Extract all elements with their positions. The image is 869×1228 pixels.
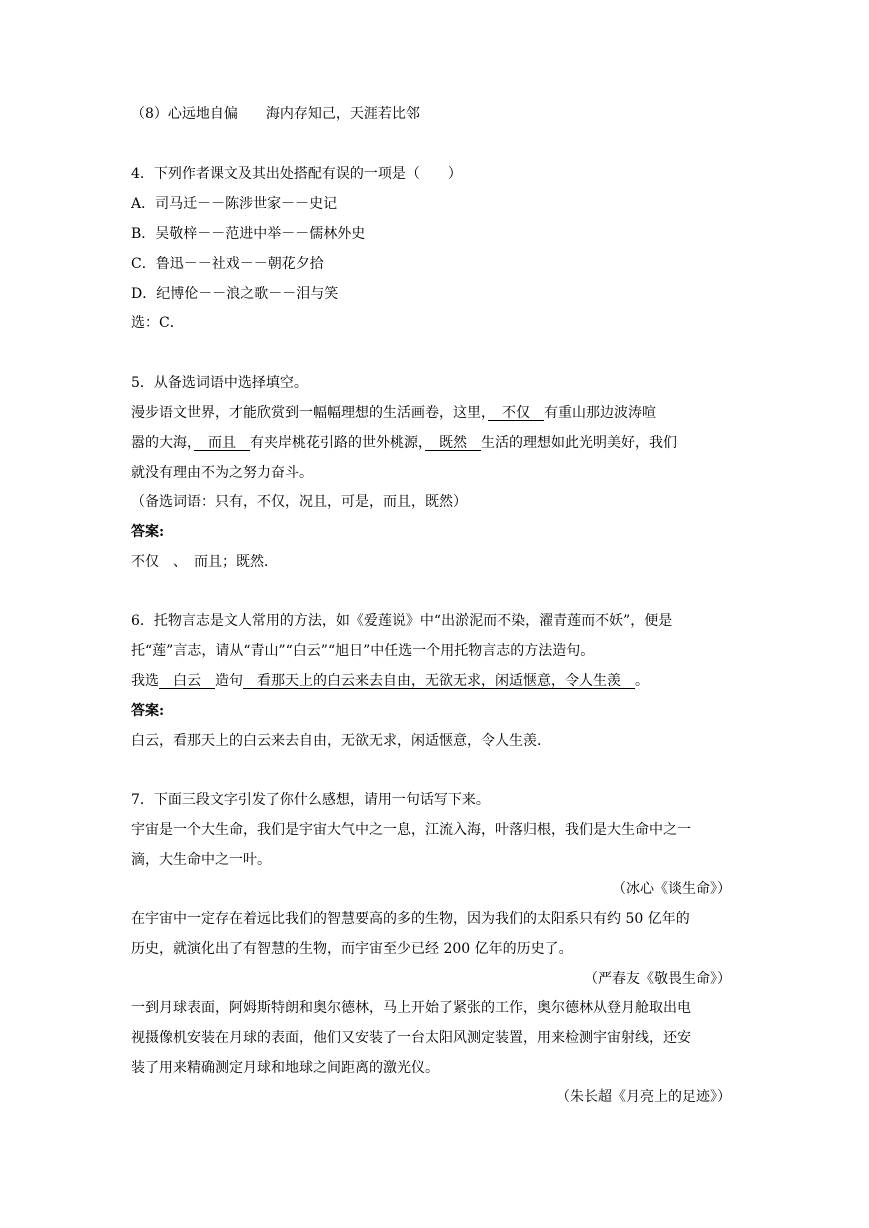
q7-source-1: （冰心《谈生命》） — [612, 881, 731, 897]
q5-text-1b: 有重山那边波涛喧 — [544, 405, 656, 421]
q7-passage2-line-1: 在宇宙中一定存在着远比我们的智慧要高的多的生物，因为我们的太阳系只有约 50 亿年的 — [131, 911, 690, 927]
q5-stem: 5．从备选词语中选择填空。 — [131, 375, 308, 391]
q4-stem: 4．下列作者课文及其出处搭配有误的一项是（ ） — [131, 166, 462, 182]
q4-option-a: A．司马迁－－陈涉世家－－史记 — [131, 196, 338, 212]
q5-options: （备选词语：只有，不仅，况且，可是，而且，既然） — [131, 494, 467, 510]
q3-item8: （8）心远地自偏 海内存知己，天涯若比邻 — [131, 106, 420, 122]
q6-answer-text: 白云，看那天上的白云来去自由，无欲无求，闲适惬意，令人生羡． — [131, 733, 551, 749]
q4-option-d: D．纪博伦－－浪之歌－－泪与笑 — [131, 286, 339, 302]
q6-stem-line-2: 托“莲”言志，请从“青山”“白云”“旭日”中任选一个用托物言志的方法造句。 — [131, 643, 595, 659]
q6-blank-1: 白云 — [159, 673, 215, 689]
q5-paragraph-line-2 — [131, 433, 677, 453]
q7-passage1-line-2: 滴，大生命中之一叶。 — [131, 852, 271, 868]
q5-paragraph-line-3: 就没有理由不为之努力奋斗。 — [131, 465, 313, 481]
q5-text-2c: 生活的理想如此光明美好，我们 — [481, 435, 677, 451]
q5-text-2b: 有夹岸桃花引路的世外桃源， — [250, 435, 425, 451]
q6-blank-2: 看那天上的白云来去自由，无欲无求，闲适惬意，令人生羡 — [243, 673, 635, 689]
q5-paragraph-line-1 — [131, 403, 656, 423]
q5-blank-3: 既然 — [425, 435, 481, 451]
q5-blank-1: 不仅 — [488, 405, 544, 421]
q5-text-2a: 嚣的大海， — [131, 435, 194, 451]
q7-passage2-line-2: 历史，就演化出了有智慧的生物，而宇宙至少已经 200 亿年的历史了。 — [131, 941, 573, 957]
q7-passage3-line-1: 一到月球表面，阿姆斯特朗和奥尔德林，马上开始了紧张的工作，奥尔德林从登月舱取出电 — [131, 1000, 691, 1016]
q7-source-3: （朱长超《月亮上的足迹》） — [556, 1089, 731, 1105]
q6-answer-label: 答案: — [131, 703, 165, 719]
q5-text-1a: 漫步语文世界，才能欣赏到一幅幅理想的生活画卷，这里， — [131, 405, 488, 421]
q4-answer: 选：C． — [131, 315, 184, 331]
q7-source-2: （严春友《敬畏生命》） — [584, 971, 731, 987]
q7-passage3-line-3: 装了用来精确测定月球和地球之间距离的激光仪。 — [131, 1060, 439, 1076]
q4-option-c: C．鲁迅－－社戏－－朝花夕拾 — [131, 256, 324, 272]
q7-passage1-line-1: 宇宙是一个大生命，我们是宇宙大气中之一息，江流入海，叶落归根，我们是大生命中之一 — [131, 822, 691, 838]
q5-answer-text: 不仅 、 而且；既然． — [131, 554, 278, 570]
q5-blank-2: 而且 — [194, 435, 250, 451]
q6-fill-line — [131, 671, 649, 691]
q5-answer-label: 答案: — [131, 524, 165, 540]
q7-stem: 7．下面三段文字引发了你什么感想，请用一句话写下来。 — [131, 792, 490, 808]
q6-fill-text-a: 我选 — [131, 673, 159, 689]
q6-fill-text-b: 造句 — [215, 673, 243, 689]
q6-stem-line-1: 6．托物言志是文人常用的方法，如《爱莲说》中“出淤泥而不染，濯青莲而不妖”，便是 — [131, 613, 673, 629]
q4-option-b: B．吴敬梓－－范进中举－－儒林外史 — [131, 226, 366, 242]
q7-passage3-line-2: 视摄像机安装在月球的表面，他们又安装了一台太阳风测定装置，用来检测宇宙射线，还安 — [131, 1030, 691, 1046]
q6-fill-text-c: 。 — [635, 673, 649, 689]
